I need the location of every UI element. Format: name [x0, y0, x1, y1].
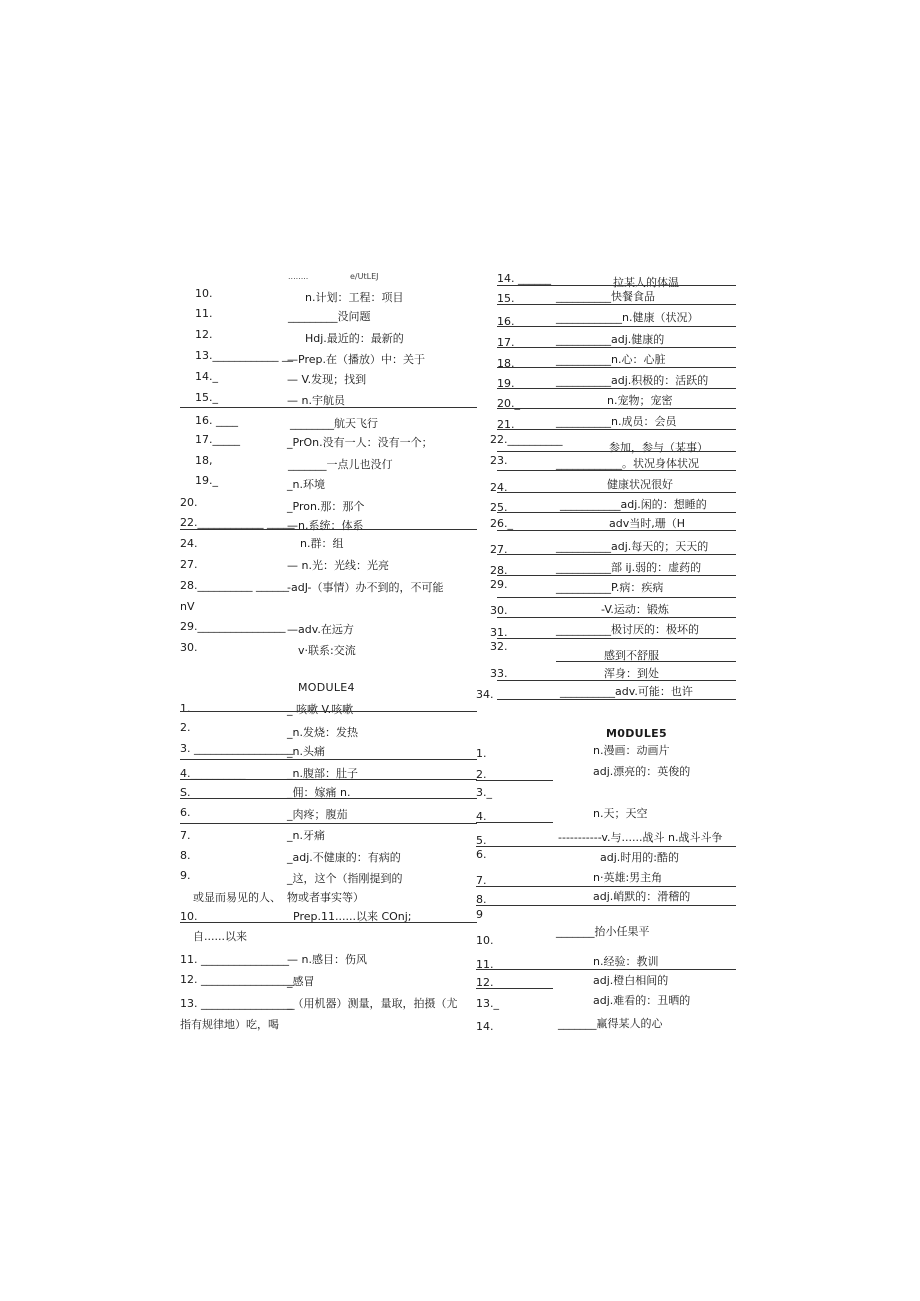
list-item-def: -----------v.与......战斗 n.战斗斗争	[558, 831, 723, 844]
list-item-def: v·联系:交流	[298, 644, 356, 657]
list-item-num: 29.________________	[180, 620, 286, 633]
list-item-num: S.	[180, 786, 191, 799]
list-item-num: 33.	[490, 667, 508, 680]
underline	[476, 969, 736, 970]
underline	[180, 407, 477, 408]
list-item-num: 2.	[180, 721, 191, 734]
list-item-num: 28.	[490, 564, 508, 577]
list-item-def: _n.头痛	[287, 745, 325, 758]
underline	[497, 699, 736, 700]
list-item-def: n·英雄:男主角	[593, 871, 663, 884]
underline	[497, 429, 736, 430]
list-item-num: 19.	[497, 377, 515, 390]
list-item-num: nV	[180, 600, 195, 613]
underline	[556, 661, 736, 662]
list-item-num: 20._	[497, 397, 520, 410]
underline	[497, 470, 736, 471]
list-item-def: __________快餐食品	[556, 290, 655, 303]
underline	[476, 988, 553, 989]
list-item-def: __________adj.积极的：活跃的	[556, 374, 709, 387]
list-item-num: 24.	[490, 481, 508, 494]
list-item-def: __________P.病：疾病	[556, 581, 664, 594]
list-item-def: — n.感目：伤风	[287, 953, 367, 966]
underline	[497, 347, 736, 348]
list-item-def: adj.漂亮的：英俊的	[593, 765, 691, 778]
list-item-num: 23.	[490, 454, 508, 467]
list-item-def: _______一点儿也没仃	[288, 458, 393, 471]
list-item-def: n.经验：教训	[593, 955, 659, 968]
list-item-def: n.计划：工程：项目	[305, 291, 404, 304]
list-item-num: 18.	[497, 357, 515, 370]
underline	[180, 711, 477, 712]
underline	[180, 922, 477, 923]
header-fragment: e/UtLEJ	[350, 272, 379, 281]
underline	[497, 388, 736, 389]
underline	[497, 530, 736, 531]
underline	[497, 554, 736, 555]
list-item-def: 拉某人的体温	[613, 276, 679, 289]
list-item-num: 29.	[490, 578, 508, 591]
list-item-num: 21.	[497, 418, 515, 431]
list-item-num: 15.	[497, 292, 515, 305]
list-item-def: n.天；天空	[593, 807, 648, 820]
list-item-num: 指有规律地）吃，喝	[180, 1018, 279, 1031]
list-item-num: 27.	[180, 558, 198, 571]
list-item-num: 4.	[476, 810, 487, 823]
underline	[180, 779, 477, 780]
list-item-def: ____________。状况身体状况	[556, 457, 699, 470]
list-item-num: 26._	[490, 517, 513, 530]
underline	[497, 597, 736, 598]
list-item-num: 1.	[180, 702, 191, 715]
list-item-def: __________部 ij.弱的：虚药的	[556, 561, 702, 574]
list-item-num: 19._	[195, 474, 218, 487]
list-item-def: 参加，参与（某事）	[609, 441, 708, 454]
list-item-num: 14._	[195, 370, 218, 383]
list-item-num: 16. ____	[195, 414, 238, 427]
list-item-num: 34.	[476, 688, 494, 701]
list-item-def: __________adv.可能：也许	[560, 685, 693, 698]
list-item-num: 10.	[180, 910, 198, 923]
header-dots: ........	[288, 272, 309, 281]
list-item-num: 14.	[476, 1020, 494, 1033]
underline	[180, 529, 477, 530]
list-item-num: 11.	[476, 958, 494, 971]
list-item-num: 7.	[476, 874, 487, 887]
list-item-num: 10.	[195, 287, 213, 300]
list-item-def: _n.牙痛	[287, 829, 325, 842]
list-item-num: 3._	[476, 786, 492, 799]
underline	[476, 846, 736, 847]
list-item-def: ___________adj.闲的：想睡的	[560, 498, 707, 511]
list-item-def: —n.系统：体系	[287, 519, 364, 532]
list-item-num: 12.	[476, 976, 494, 989]
list-item-def: _________没问题	[288, 310, 371, 323]
list-item-def: Prep.11......以来 COnj;	[293, 910, 412, 923]
list-item-num: 5.	[476, 834, 487, 847]
underline	[497, 285, 736, 286]
list-item-num: 2.	[476, 768, 487, 781]
list-item-num: 13. _________________	[180, 997, 295, 1010]
list-item-def: 物或者事实等）	[287, 891, 364, 904]
list-item-def: _（用机器）测量，量取，拍摄（尤	[287, 997, 458, 1010]
list-item-def: _感冒	[287, 975, 315, 988]
list-item-def: Hdj.最近的：最新的	[305, 332, 404, 345]
list-item-def: _n.发烧：发热	[287, 726, 358, 739]
list-item-num: 28.__________ ______	[180, 579, 289, 592]
list-item-def: -adJ-（事情）办不到的，不可能	[287, 581, 444, 594]
underline	[497, 492, 736, 493]
list-item-num: 4.__________	[180, 767, 246, 780]
list-item-num: 9	[476, 908, 483, 921]
list-item-def: n.宠物；宠密	[607, 394, 673, 407]
list-item-def: 健康状况很好	[607, 478, 673, 491]
underline	[476, 905, 736, 906]
list-item-def: _佣：嫁痛 n.	[287, 786, 351, 799]
list-item-def: — n.宇航员	[287, 394, 345, 407]
underline	[476, 886, 736, 887]
underline	[180, 759, 477, 760]
list-item-def: _______抬小任果平	[556, 925, 650, 938]
list-item-num: 3. __________________	[180, 742, 293, 755]
module5-title: M0DULE5	[606, 727, 667, 740]
list-item-num: 17._____	[195, 433, 240, 446]
list-item-def: n.漫画：动画片	[593, 744, 670, 757]
list-item-def: _n.环境	[287, 478, 325, 491]
list-item-def: __________极讨厌的：极坏的	[556, 623, 699, 636]
module4-title: MODULE4	[298, 681, 355, 694]
list-item-def: __________n.成员：会员	[556, 415, 677, 428]
list-item-num: 9.	[180, 869, 191, 882]
underline	[497, 451, 736, 452]
underline	[476, 822, 553, 823]
list-item-def: __________n.心：心脏	[556, 353, 666, 366]
list-item-num: 18,	[195, 454, 213, 467]
list-item-num: 11. ________________	[180, 953, 289, 966]
list-item-def: —Prep.在（播放）中：关于	[287, 353, 425, 366]
list-item-def: _adj.不健康的：有病的	[287, 851, 401, 864]
list-item-num: 7.	[180, 829, 191, 842]
underline	[497, 680, 736, 681]
underline	[497, 367, 736, 368]
list-item-num: 14. ______	[497, 272, 551, 285]
list-item-def: _这，这个（指刚提到的	[287, 872, 403, 885]
list-item-num: 6.	[476, 848, 487, 861]
list-item-num: 13.____________ __	[195, 349, 293, 362]
list-item-def: _ 咳嗽 V.咳嗽	[287, 703, 354, 716]
underline	[180, 823, 477, 824]
list-item-def: __________adj.每天的；天天的	[556, 540, 709, 553]
list-item-num: 13._	[476, 997, 499, 1010]
underline	[497, 638, 736, 639]
list-item-num: 10.	[476, 934, 494, 947]
list-item-def: 浑身：到处	[604, 667, 659, 680]
underline	[180, 798, 477, 799]
list-item-def: _n.腹部：肚子	[287, 767, 358, 780]
list-item-def: adj.橙白相间的	[593, 974, 669, 987]
list-item-num: 32.	[490, 640, 508, 653]
list-item-def: ____________n.健康（状况）	[556, 311, 699, 324]
list-item-num: 11.	[195, 307, 213, 320]
list-item-num: 25.	[490, 501, 508, 514]
list-item-def: _PrOn.没有一人：没有一个；	[287, 436, 433, 449]
list-item-num: 31.	[490, 626, 508, 639]
list-item-num: 12.	[195, 328, 213, 341]
list-item-num: 12. _________________	[180, 973, 295, 986]
list-item-num: 30.	[490, 604, 508, 617]
list-item-def: -V.运动：锻炼	[601, 603, 669, 616]
list-item-num: 6.	[180, 806, 191, 819]
list-item-num: 8.	[180, 849, 191, 862]
underline	[497, 575, 736, 576]
list-item-num: 24.	[180, 537, 198, 550]
list-item-def: _Pron.那：那个	[287, 500, 365, 513]
list-item-num: 8.	[476, 893, 487, 906]
list-item-num: 30.	[180, 641, 198, 654]
list-item-def: — n.光：光线：光亮	[287, 559, 389, 572]
list-item-num: 22.__________	[490, 433, 563, 446]
list-item-num: 22.____________ _____	[180, 516, 295, 529]
underline	[497, 512, 736, 513]
list-item-num: 20.	[180, 496, 198, 509]
underline	[497, 408, 736, 409]
underline	[476, 780, 553, 781]
list-item-def: _肉疼；腹茄	[287, 808, 348, 821]
list-item-num: 27.	[490, 543, 508, 556]
list-item-num: 17.	[497, 336, 515, 349]
list-item-def: adj.峭默的：滑稽的	[593, 890, 691, 903]
list-item-def: 感到不舒服	[604, 649, 659, 662]
list-item-num: 1.	[476, 747, 487, 760]
list-item-def: adv当时,珊（H	[609, 517, 686, 530]
list-item-def: adj.难看的：丑晒的	[593, 994, 691, 1007]
list-item-num: 16.	[497, 315, 515, 328]
list-item-def: — V.发现；找到	[287, 373, 367, 386]
underline	[497, 326, 736, 327]
list-item-def: ________航天飞行	[290, 417, 378, 430]
list-item-num: 15._	[195, 391, 218, 404]
list-item-def: _______赢得某人的心	[558, 1017, 663, 1030]
underline	[497, 304, 736, 305]
list-item-def: —adv.在远方	[287, 623, 354, 636]
underline	[497, 617, 736, 618]
list-item-num: 自......以来	[193, 930, 247, 943]
list-item-def: adj.时用的:酷的	[600, 851, 679, 864]
list-item-num: 或显而易见的人、	[193, 891, 281, 904]
list-item-def: __________adj.健康的	[556, 333, 665, 346]
list-item-def: n.群：组	[300, 537, 344, 550]
